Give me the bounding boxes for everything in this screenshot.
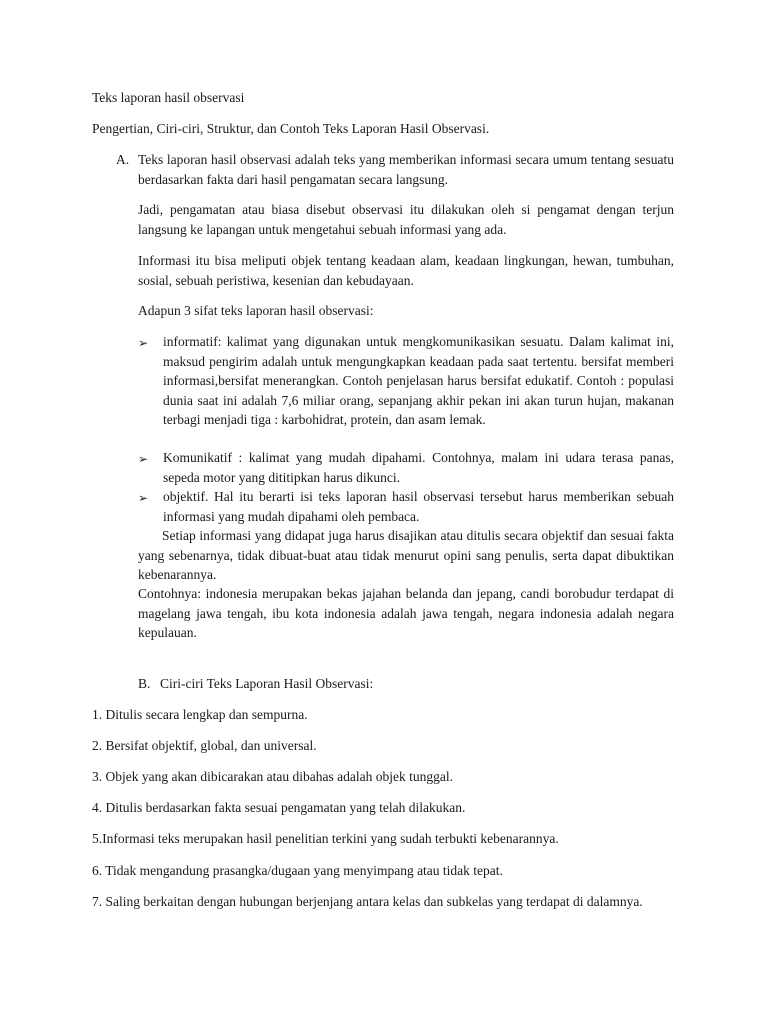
section-b-heading: Ciri-ciri Teks Laporan Hasil Observasi:: [160, 676, 374, 691]
list-item: 6. Tidak mengandung prasangka/dugaan yang menyimpang atau tidak tepat.: [92, 863, 503, 878]
section-a-paragraph-3: Informasi itu bisa meliputi objek tentang keadaan alam, keadaan lingkungan, hewan, tumbuhan, sosial, sebuah peristiwa, kesenian dan kebudayaan.: [138, 253, 674, 288]
bullet-arrow-icon: ➢: [138, 452, 149, 466]
list-item: 5.Informasi teks merupakan hasil penelitian terkini yang sudah terbukti kebenarannya.: [92, 831, 559, 846]
list-item: 4. Ditulis berdasarkan fakta sesuai pengamatan yang telah dilakukan.: [92, 800, 466, 815]
document-title: Teks laporan hasil observasi: [92, 90, 245, 105]
list-item: 1. Ditulis secara lengkap dan sempurna.: [92, 707, 308, 722]
list-item: informatif: kalimat yang digunakan untuk mengkomunikasikan sesuatu. Dalam kalimat ini, maksud pengirim adalah untuk mengungkapkan keadaan pada saat tertentu. bersifat memberi informasi,bersifat menerangkan. Contoh penjelasan harus bersifat edukatif. Contoh : populasi dunia saat ini adalah 7,6 miliar orang, sepanjang akhir pekan ini akan turun hujan, makanan terbagi menjadi tiga : karbohidrat, protein, dan asam lemak.: [163, 334, 674, 427]
bullet-arrow-icon: ➢: [138, 336, 149, 350]
section-b-marker: B.: [138, 676, 151, 691]
list-item: Komunikatif : kalimat yang mudah dipahami. Contohnya, malam ini udara terasa panas, sepeda motor yang dititipkan harus dikunci.: [163, 450, 674, 485]
list-item: 2. Bersifat objektif, global, dan universal.: [92, 738, 317, 753]
bullet-arrow-icon: ➢: [138, 491, 149, 505]
section-a-paragraph-4: Adapun 3 sifat teks laporan hasil observasi:: [138, 303, 374, 318]
list-item: 3. Objek yang akan dibicarakan atau dibahas adalah objek tunggal.: [92, 769, 453, 784]
section-a-paragraph-5: Setiap informasi yang didapat juga harus disajikan atau ditulis secara objektif dan sesuai fakta yang sebenarnya, tidak dibuat-buat atau tidak menurut opini sang penulis, serta dapat dibuktikan kebenarannya.: [138, 528, 674, 582]
list-item: 7. Saling berkaitan dengan hubungan berjenjang antara kelas dan subkelas yang terdapat di dalamnya.: [92, 894, 643, 909]
document-subtitle: Pengertian, Ciri-ciri, Struktur, dan Contoh Teks Laporan Hasil Observasi.: [92, 121, 490, 136]
section-a-paragraph-6: Contohnya: indonesia merupakan bekas jajahan belanda dan jepang, candi borobudur terdapat di magelang jawa tengah, ibu kota indonesia adalah jawa tengah, negara indonesia adalah negara kepulauan.: [138, 586, 674, 640]
section-a-marker: A.: [116, 152, 130, 167]
section-a-paragraph-1: Teks laporan hasil observasi adalah teks yang memberikan informasi secara umum tentang sesuatu berdasarkan fakta dari hasil pengamatan secara langsung.: [138, 152, 674, 187]
list-item: objektif. Hal itu berarti isi teks laporan hasil observasi tersebut harus memberikan sebuah informasi yang mudah dipahami oleh pembaca.: [163, 489, 674, 524]
section-a-paragraph-2: Jadi, pengamatan atau biasa disebut observasi itu dilakukan oleh si pengamat dengan terjun langsung ke lapangan untuk mengetahui sebuah informasi yang ada.: [138, 202, 674, 237]
